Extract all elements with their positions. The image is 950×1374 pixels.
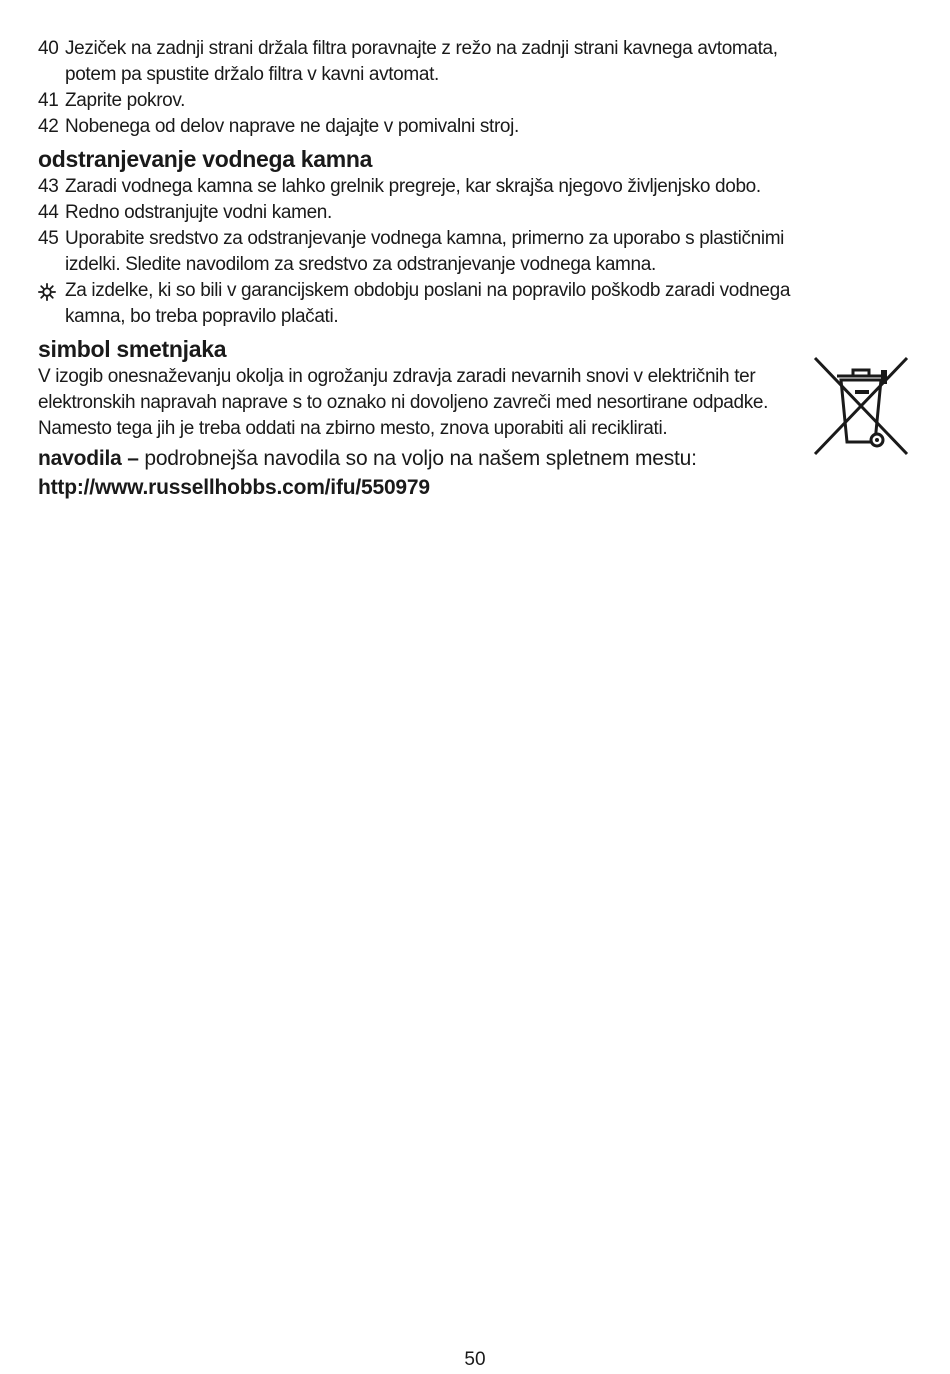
page-number: 50 bbox=[464, 1349, 486, 1370]
instructions-text: podrobnejša navodila so na voljo na našem spletnem mestu: bbox=[138, 447, 697, 470]
warranty-note bbox=[38, 278, 918, 330]
step-text: Jeziček na zadnji strani držala filtra poravnajte z režo na zadnji strani kavnega avtomata, bbox=[65, 38, 778, 59]
descaling-heading: odstranjevanje vodnega kamna bbox=[38, 146, 373, 172]
instructions-url-link[interactable]: http://www.russellhobbs.com/ifu/550979 bbox=[38, 476, 430, 499]
note-text: Za izdelke, ki so bili v garancijskem obdobju poslani na popravilo poškodb zaradi vodnega bbox=[65, 280, 791, 301]
step-number: 40 bbox=[38, 38, 59, 59]
step-number: 45 bbox=[38, 228, 59, 249]
step-41 bbox=[38, 88, 918, 114]
instructions-label: navodila – bbox=[38, 447, 139, 470]
step-number: 42 bbox=[38, 116, 59, 137]
step-number: 44 bbox=[38, 202, 59, 223]
page-content bbox=[38, 36, 918, 502]
step-43 bbox=[38, 174, 918, 200]
step-number: 43 bbox=[38, 176, 59, 197]
step-text-continued: potem pa spustite držalo filtra v kavni avtomat. bbox=[65, 64, 439, 85]
waste-body-text: V izogib onesnaževanju okolja in ogrožanju zdravja zaradi nevarnih snovi v električnih ter elektronskih napravah naprave s to oznako ni dovoljeno zavreči med nesortirane odpadke. Namesto tega jih je treba oddati na zbirno mesto, znova uporabiti ali reciklirati. bbox=[38, 366, 769, 439]
crossed-out-wheelie-bin-icon bbox=[811, 354, 911, 458]
step-44 bbox=[38, 200, 918, 226]
instructions-line bbox=[38, 444, 918, 473]
step-text: Uporabite sredstvo za odstranjevanje vodnega kamna, primerno za uporabo s plastičnimi bbox=[65, 228, 785, 249]
step-text-continued: izdelki. Sledite navodilom za sredstvo za odstranjevanje vodnega kamna. bbox=[65, 254, 656, 275]
step-number: 41 bbox=[38, 90, 59, 111]
note-text-continued: kamna, bo treba popravilo plačati. bbox=[65, 306, 339, 327]
step-45 bbox=[38, 226, 918, 278]
waste-section bbox=[38, 364, 918, 442]
step-40 bbox=[38, 36, 918, 88]
step-text: Nobenega od delov naprave ne dajajte v pomivalni stroj. bbox=[65, 116, 519, 137]
step-42 bbox=[38, 114, 918, 140]
waste-symbol-heading: simbol smetnjaka bbox=[38, 336, 227, 362]
step-text: Zaprite pokrov. bbox=[65, 90, 186, 111]
step-text: Zaradi vodnega kamna se lahko grelnik pregreje, kar skrajša njegovo življenjsko dobo. bbox=[65, 176, 761, 197]
sun-warning-icon bbox=[38, 283, 56, 301]
step-text: Redno odstranjujte vodni kamen. bbox=[65, 202, 332, 223]
